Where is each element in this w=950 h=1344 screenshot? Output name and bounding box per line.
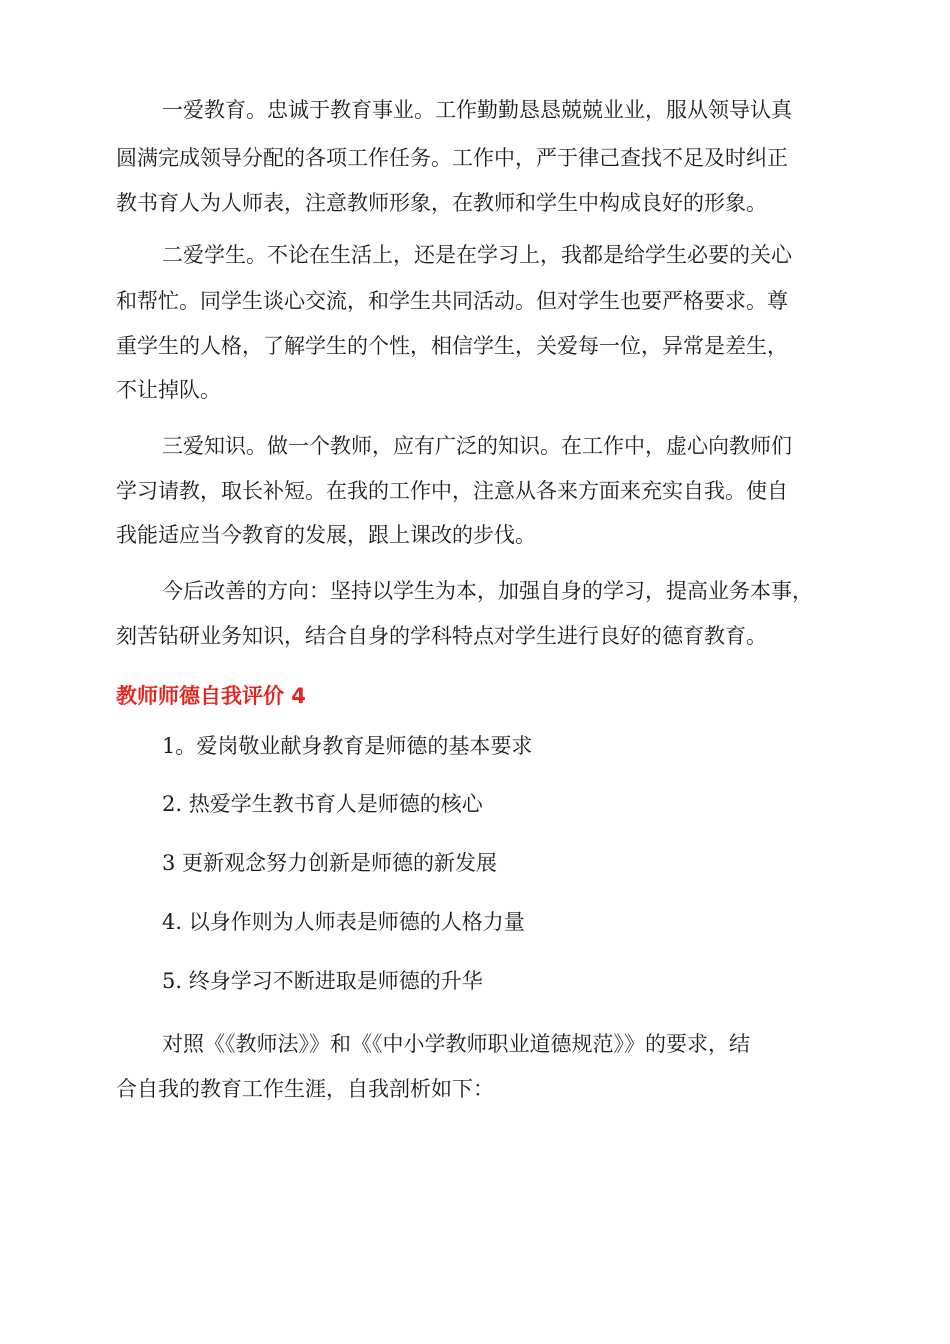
- paragraph-line: 不让掉队。: [116, 378, 221, 402]
- paragraph-line: 二爱学生。不论在生活上，还是在学习上，我都是给学生必要的关心: [162, 243, 792, 267]
- list-item: 4. 以身作则为人师表是师德的人格力量: [162, 910, 525, 934]
- paragraph-line: 一爱教育。忠诚于教育事业。工作勤勤恳恳兢兢业业，服从领导认真: [162, 98, 792, 122]
- list-item: 2. 热爱学生教书育人是师德的核心: [162, 792, 483, 816]
- paragraph-line: 学习请教，取长补短。在我的工作中，注意从各来方面来充实自我。使自: [116, 479, 788, 503]
- paragraph-line: 三爱知识。做一个教师，应有广泛的知识。在工作中，虚心向教师们: [162, 434, 792, 458]
- paragraph-line: 圆满完成领导分配的各项工作任务。工作中，严于律己查找不足及时纠正: [116, 146, 788, 170]
- paragraph-line: 合自我的教育工作生涯，自我剖析如下：: [116, 1077, 494, 1101]
- paragraph-line: 今后改善的方向：坚持以学生为本，加强自身的学习，提高业务本事，: [162, 579, 813, 603]
- paragraph-line: 对照《《教师法》》和《《中小学教师职业道德规范》》的要求，结: [162, 1032, 750, 1056]
- list-item: 1。爱岗敬业献身教育是师德的基本要求: [162, 734, 533, 758]
- section-heading: 教师师德自我评价 4: [116, 684, 306, 708]
- paragraph-line: 教书育人为人师表，注意教师形象，在教师和学生中构成良好的形象。: [116, 191, 767, 215]
- paragraph-line: 重学生的人格，了解学生的个性，相信学生，关爱每一位，异常是差生，: [116, 334, 788, 358]
- list-item: 5. 终身学习不断进取是师德的升华: [162, 969, 483, 993]
- paragraph-line: 和帮忙。同学生谈心交流，和学生共同活动。但对学生也要严格要求。尊: [116, 289, 788, 313]
- paragraph-line: 我能适应当今教育的发展，跟上课改的步伐。: [116, 523, 536, 547]
- paragraph-line: 刻苦钻研业务知识，结合自身的学科特点对学生进行良好的德育教育。: [116, 624, 767, 648]
- list-item: 3 更新观念努力创新是师德的新发展: [162, 851, 498, 875]
